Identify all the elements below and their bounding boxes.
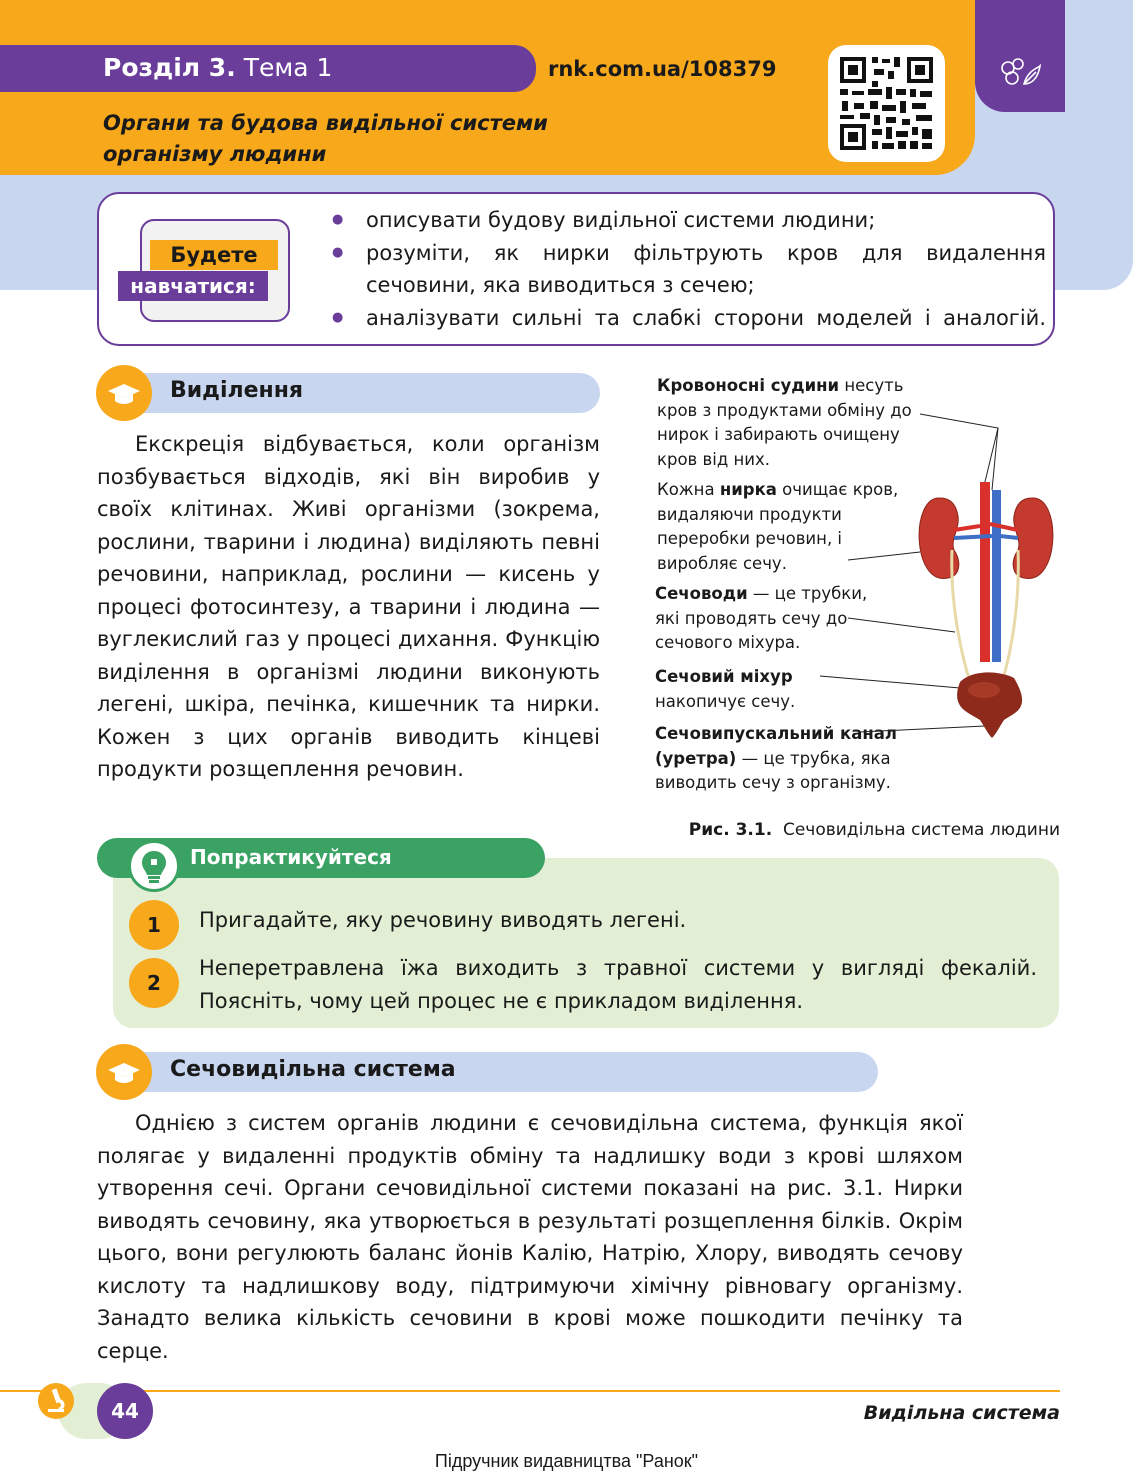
graduation-cap-icon	[96, 1044, 152, 1100]
label-kidney-text: очищає кров, видаляючи продукти переробки речовин, і виробляє сечу.	[657, 480, 899, 573]
label-ureters-text: — це трубки, які проводять сечу до сечового міхура.	[655, 584, 868, 652]
leaf-icon	[998, 56, 1042, 92]
label-bladder-term: Сечовий міхур	[655, 667, 793, 686]
section-heading-badge	[96, 1044, 152, 1100]
goals-list	[330, 204, 1046, 334]
label-urethra-text: — це трубка, яка виводить сечу з організму.	[655, 748, 891, 792]
chapter-name: Видільна система	[863, 1402, 1060, 1424]
urinary-system-illustration	[800, 400, 1065, 740]
label-vessels-text: несуть кров з продуктами обміну до нирок і забирають очищену кров від них.	[657, 376, 912, 469]
figure-caption-text: Сечовидільна система людини	[782, 820, 1060, 840]
page-title-line2: організму людини	[103, 142, 327, 166]
label-kidney-term: нирка	[719, 480, 777, 499]
practice-badge	[128, 840, 180, 892]
section-title: Сечовидільна система	[170, 1057, 456, 1082]
page-title	[103, 108, 683, 170]
page-number: 44	[97, 1383, 153, 1439]
lightbulb-puzzle-icon	[131, 843, 177, 889]
goal-item: ● описувати будову видільної системи людини;	[330, 204, 1046, 237]
qr-code[interactable]	[828, 45, 945, 162]
goal-item: ● розуміти, як нирки фільтрують кров для видалення сечовини, яка виводиться з сечею;	[330, 237, 1046, 302]
label-bladder-text: накопичує сечу.	[655, 691, 796, 711]
section-paragraph	[97, 428, 600, 786]
label-kidney-pre: Кожна	[657, 480, 720, 499]
question-number: 2	[129, 958, 179, 1008]
footer-divider	[0, 1390, 1060, 1392]
section-paragraph-text: Екскреція відбувається, коли організм позбувається відходів, які він виробив у своїх клітинах. Живі організми (зокрема, рослини, тварини і людина) виділяють певні речовини, наприклад, рослини — кисень у процесі фотосинтезу, а тварини і людина — вуглекислий газ у процесі дихання. Функцію виділення в організмі людини виконують легені, шкіра, печінка, кишечник та нирки. Кожен з цих органів виводить кінцеві продукти розщеплення речовин.	[97, 432, 600, 781]
goals-badge-top	[150, 240, 278, 270]
section-paragraph-text: Однією з систем органів людини є сечовидільна система, функція якої полягає у видаленні продуктів обміну та надлишку води з крові шляхом утворення сечі. Органи сечовидільної системи показані на рис. 3.1. Нирки виводять сечовину, яка утворюється в результаті розщеплення білків. Окрім цього, вони регулюють баланс йонів Калію, Натрію, Хлору, виводять сечову кислоту та надлишкову воду, підтримуючи хімічну рівновагу організму. Занадто велика кількість сечовини в крові може пошкодити печінку та серце.	[97, 1111, 963, 1363]
section-label	[103, 53, 332, 82]
graduation-cap-icon	[96, 365, 152, 421]
label-urethra-term: Сечовипускальний канал (уретра)	[655, 724, 897, 768]
qr-code-icon	[828, 45, 945, 162]
goal-item: ● аналізувати сильні та слабкі сторони моделей і аналогій.	[330, 302, 1046, 335]
resource-link[interactable]: rnk.com.ua/108379	[548, 57, 777, 81]
section-title: Виділення	[170, 378, 304, 403]
figure-caption	[650, 820, 1060, 840]
question-number: 1	[129, 900, 179, 950]
microscope-icon	[38, 1383, 74, 1419]
goals-badge-bottom	[118, 271, 268, 301]
figure-caption-number: Рис. 3.1.	[688, 820, 773, 840]
practice-title: Попрактикуйтеся	[190, 845, 392, 869]
topic-number: Тема 1	[243, 53, 333, 82]
question-text: Пригадайте, яку речовину виводять легені.	[199, 908, 687, 932]
page-title-line1: Органи та будова видільної системи	[103, 111, 548, 135]
goals-badge-line2: навчатися:	[130, 274, 256, 298]
label-ureters-term: Сечоводи	[655, 584, 748, 603]
publisher-note: Підручник видавництва "Ранок"	[434, 1451, 699, 1471]
section-number: Розділ 3.	[103, 53, 236, 82]
question-text: Неперетравлена їжа виходить з травної системи у вигляді фекалій. Поясніть, чому цей процес не є прикладом виділення.	[199, 956, 1037, 1013]
goals-badge-line1: Будете	[170, 243, 258, 267]
section-heading-badge	[96, 365, 152, 421]
section-paragraph	[97, 1107, 963, 1367]
microscope-glyph	[38, 1383, 74, 1419]
label-vessels-term: Кровоносні судини	[657, 376, 840, 395]
